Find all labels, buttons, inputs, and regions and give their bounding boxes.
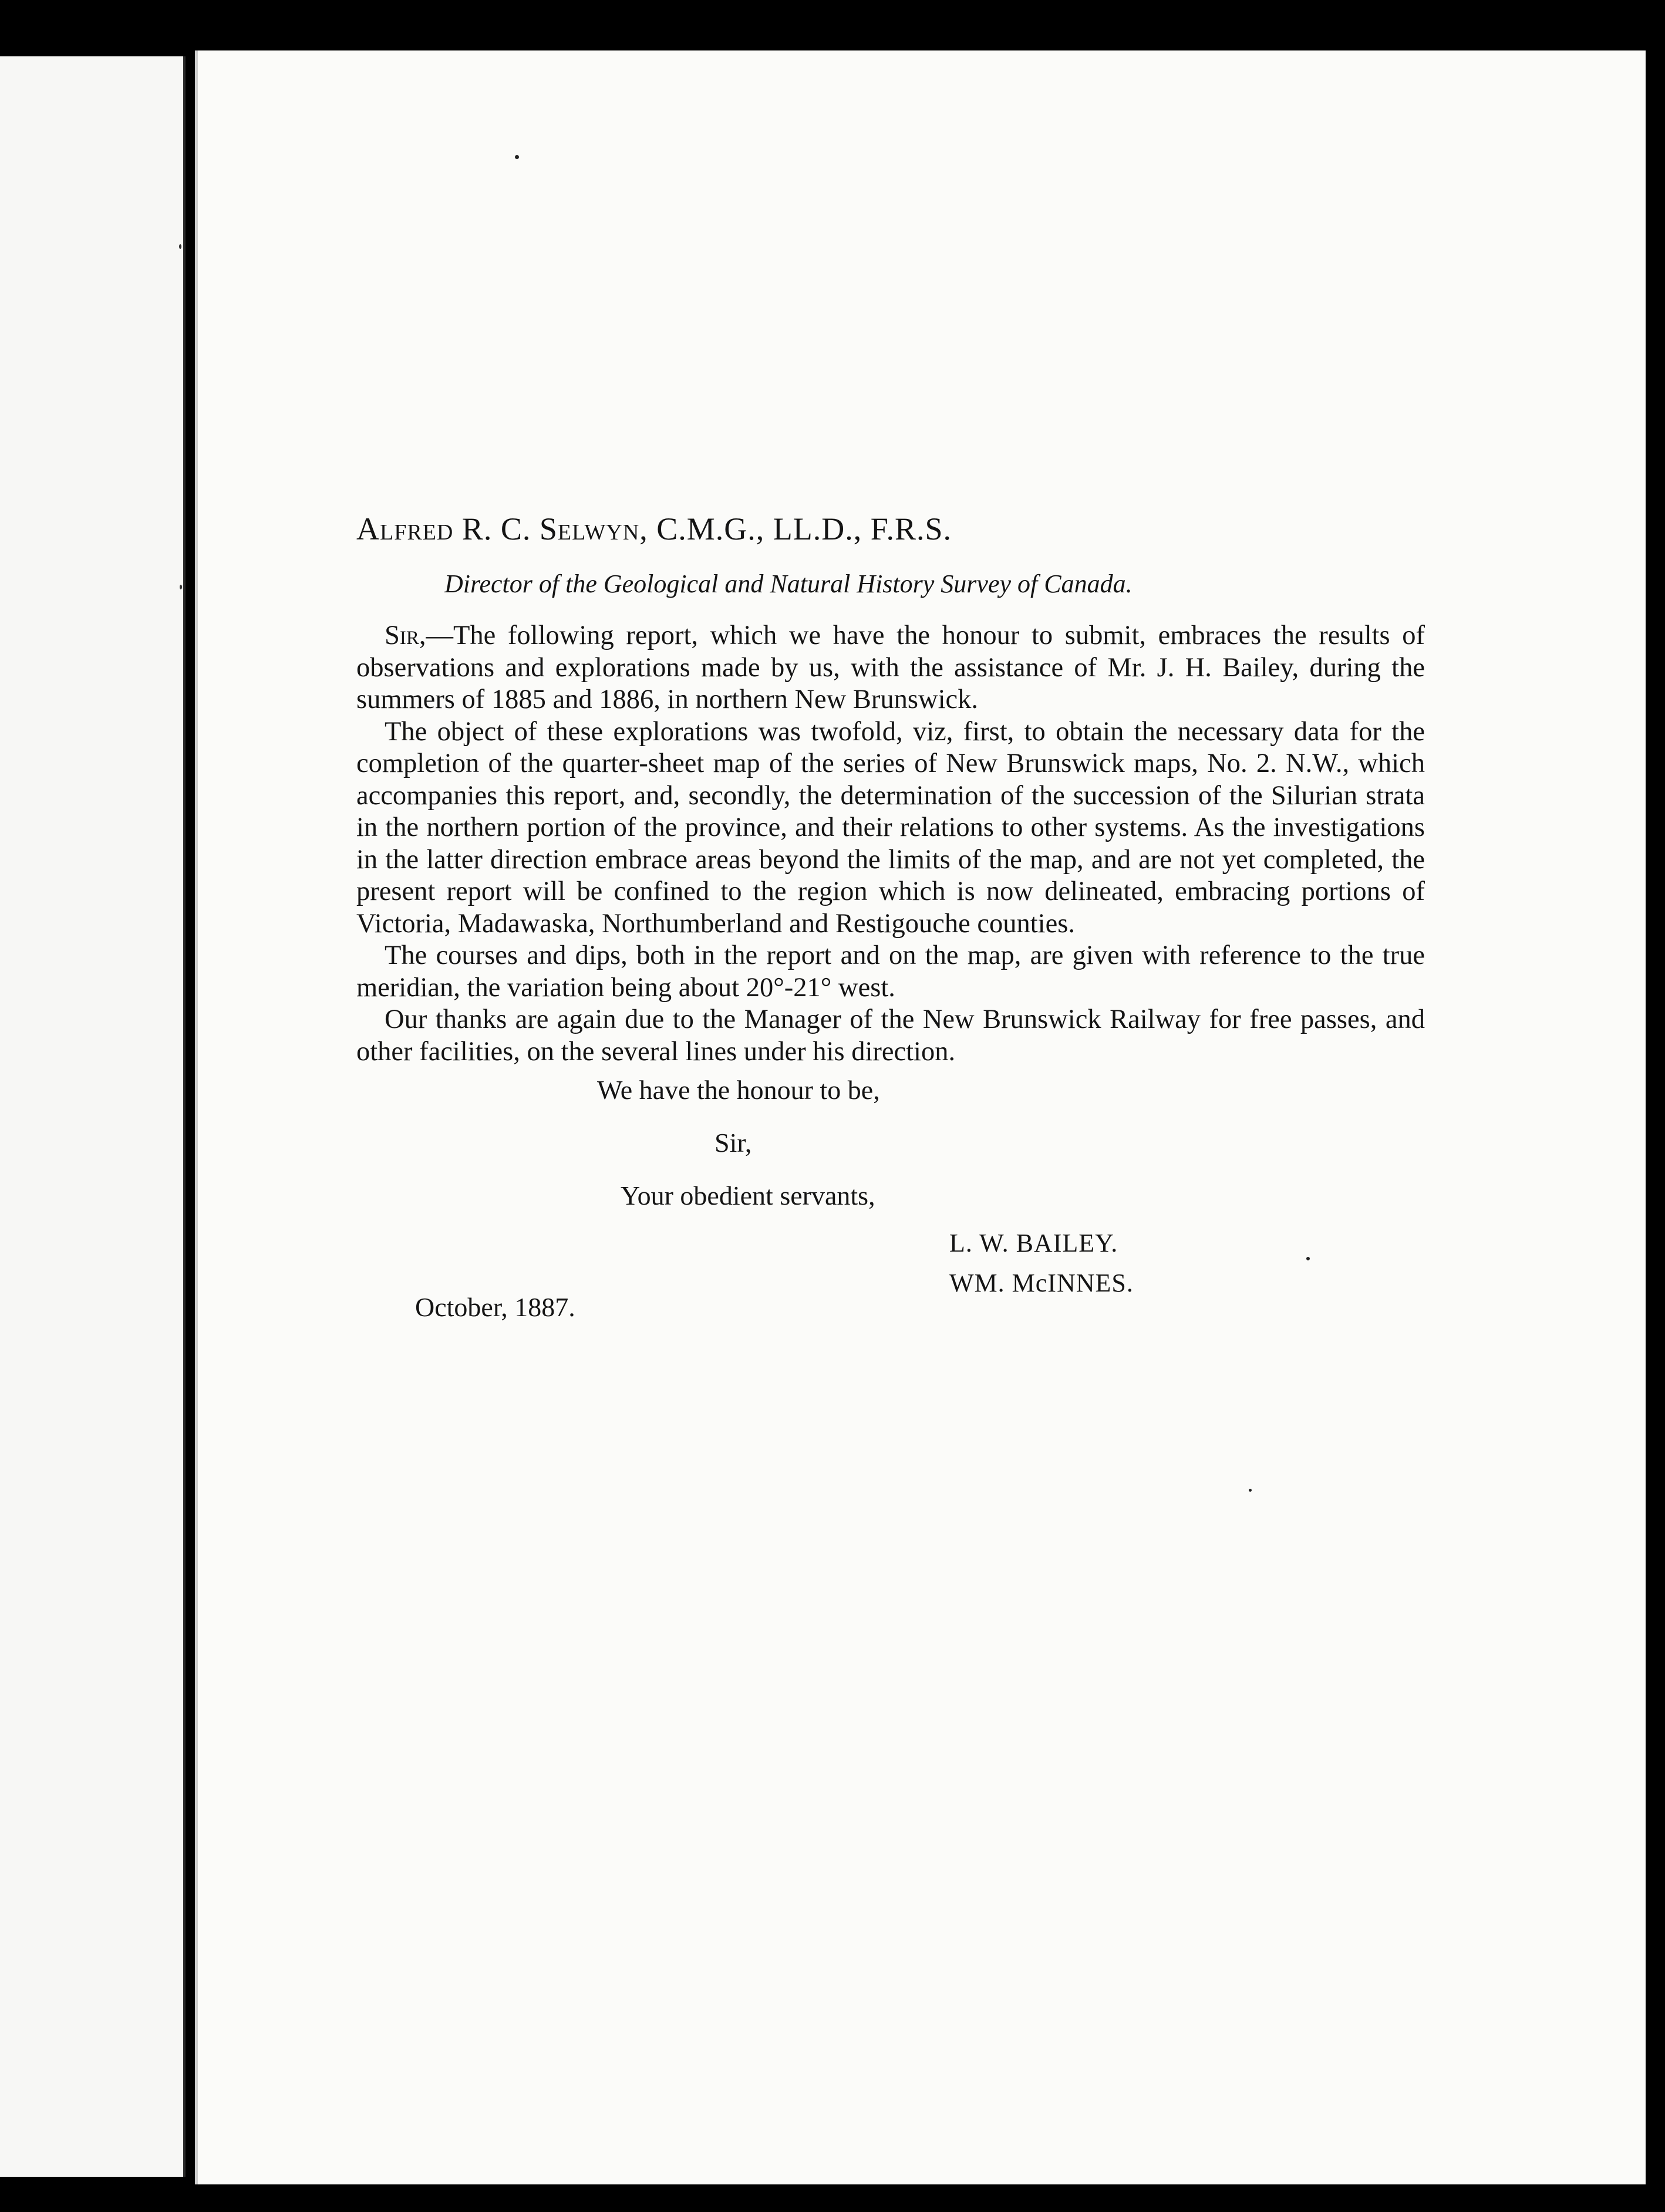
closing-line: We have the honour to be, [597,1075,880,1105]
left-page-margin [0,56,186,2177]
paragraph-text: —The following report, which we have the honour to submit, embraces the results of observations and explorations made by us, with the assistance of Mr. J. H. Bailey, during the summers of 1885 and 1886, in northern New Brunswick. [356,621,1425,714]
edge-mark [179,244,181,249]
edge-mark [180,585,182,589]
addressee-line: Alfred R. C. Selwyn, C.M.G., LL.D., F.R.S. [356,511,952,547]
closing-line: Your obedient servants, [621,1181,875,1210]
salutation: Sir, [385,621,426,650]
letter-paragraph: The courses and dips, both in the report and on the map, are given with reference to the true meridian, the variation being about 20°-21° west. [356,940,1425,1003]
ink-speck [515,155,519,159]
letter-body [356,508,1425,1325]
signature-name: WM. McINNES. [949,1269,1134,1297]
letter-date: October, 1887. [415,1292,575,1322]
ink-speck [1249,1489,1252,1492]
closing-salutation: Sir, [714,1128,752,1158]
addressee-title: Director of the Geological and Natural History Survey of Canada. [444,569,1133,598]
letter-paragraph: Our thanks are again due to the Manager of the New Brunswick Railway for free passes, and other facilities, on the several lines under his direction. [356,1004,1425,1067]
signature-name: L. W. BAILEY. [949,1229,1118,1257]
letter-paragraph [356,620,1425,716]
letter-paragraph: The object of these explorations was twofold, viz, first, to obtain the necessary data for the completion of the quarter-sheet map of the series of New Brunswick maps, No. 2. N.W., which accompanies this report, and, secondly, the determination of the succession of the Silurian strata in the northern portion of the province, and their relations to other systems. As the investigations in the latter direction embrace areas beyond the limits of the map, and are not yet completed, the present report will be confined to the region which is now delineated, embracing portions of Victoria, Madawaska, Northumberland and Restigouche counties. [356,716,1425,939]
document-page [195,50,1646,2184]
